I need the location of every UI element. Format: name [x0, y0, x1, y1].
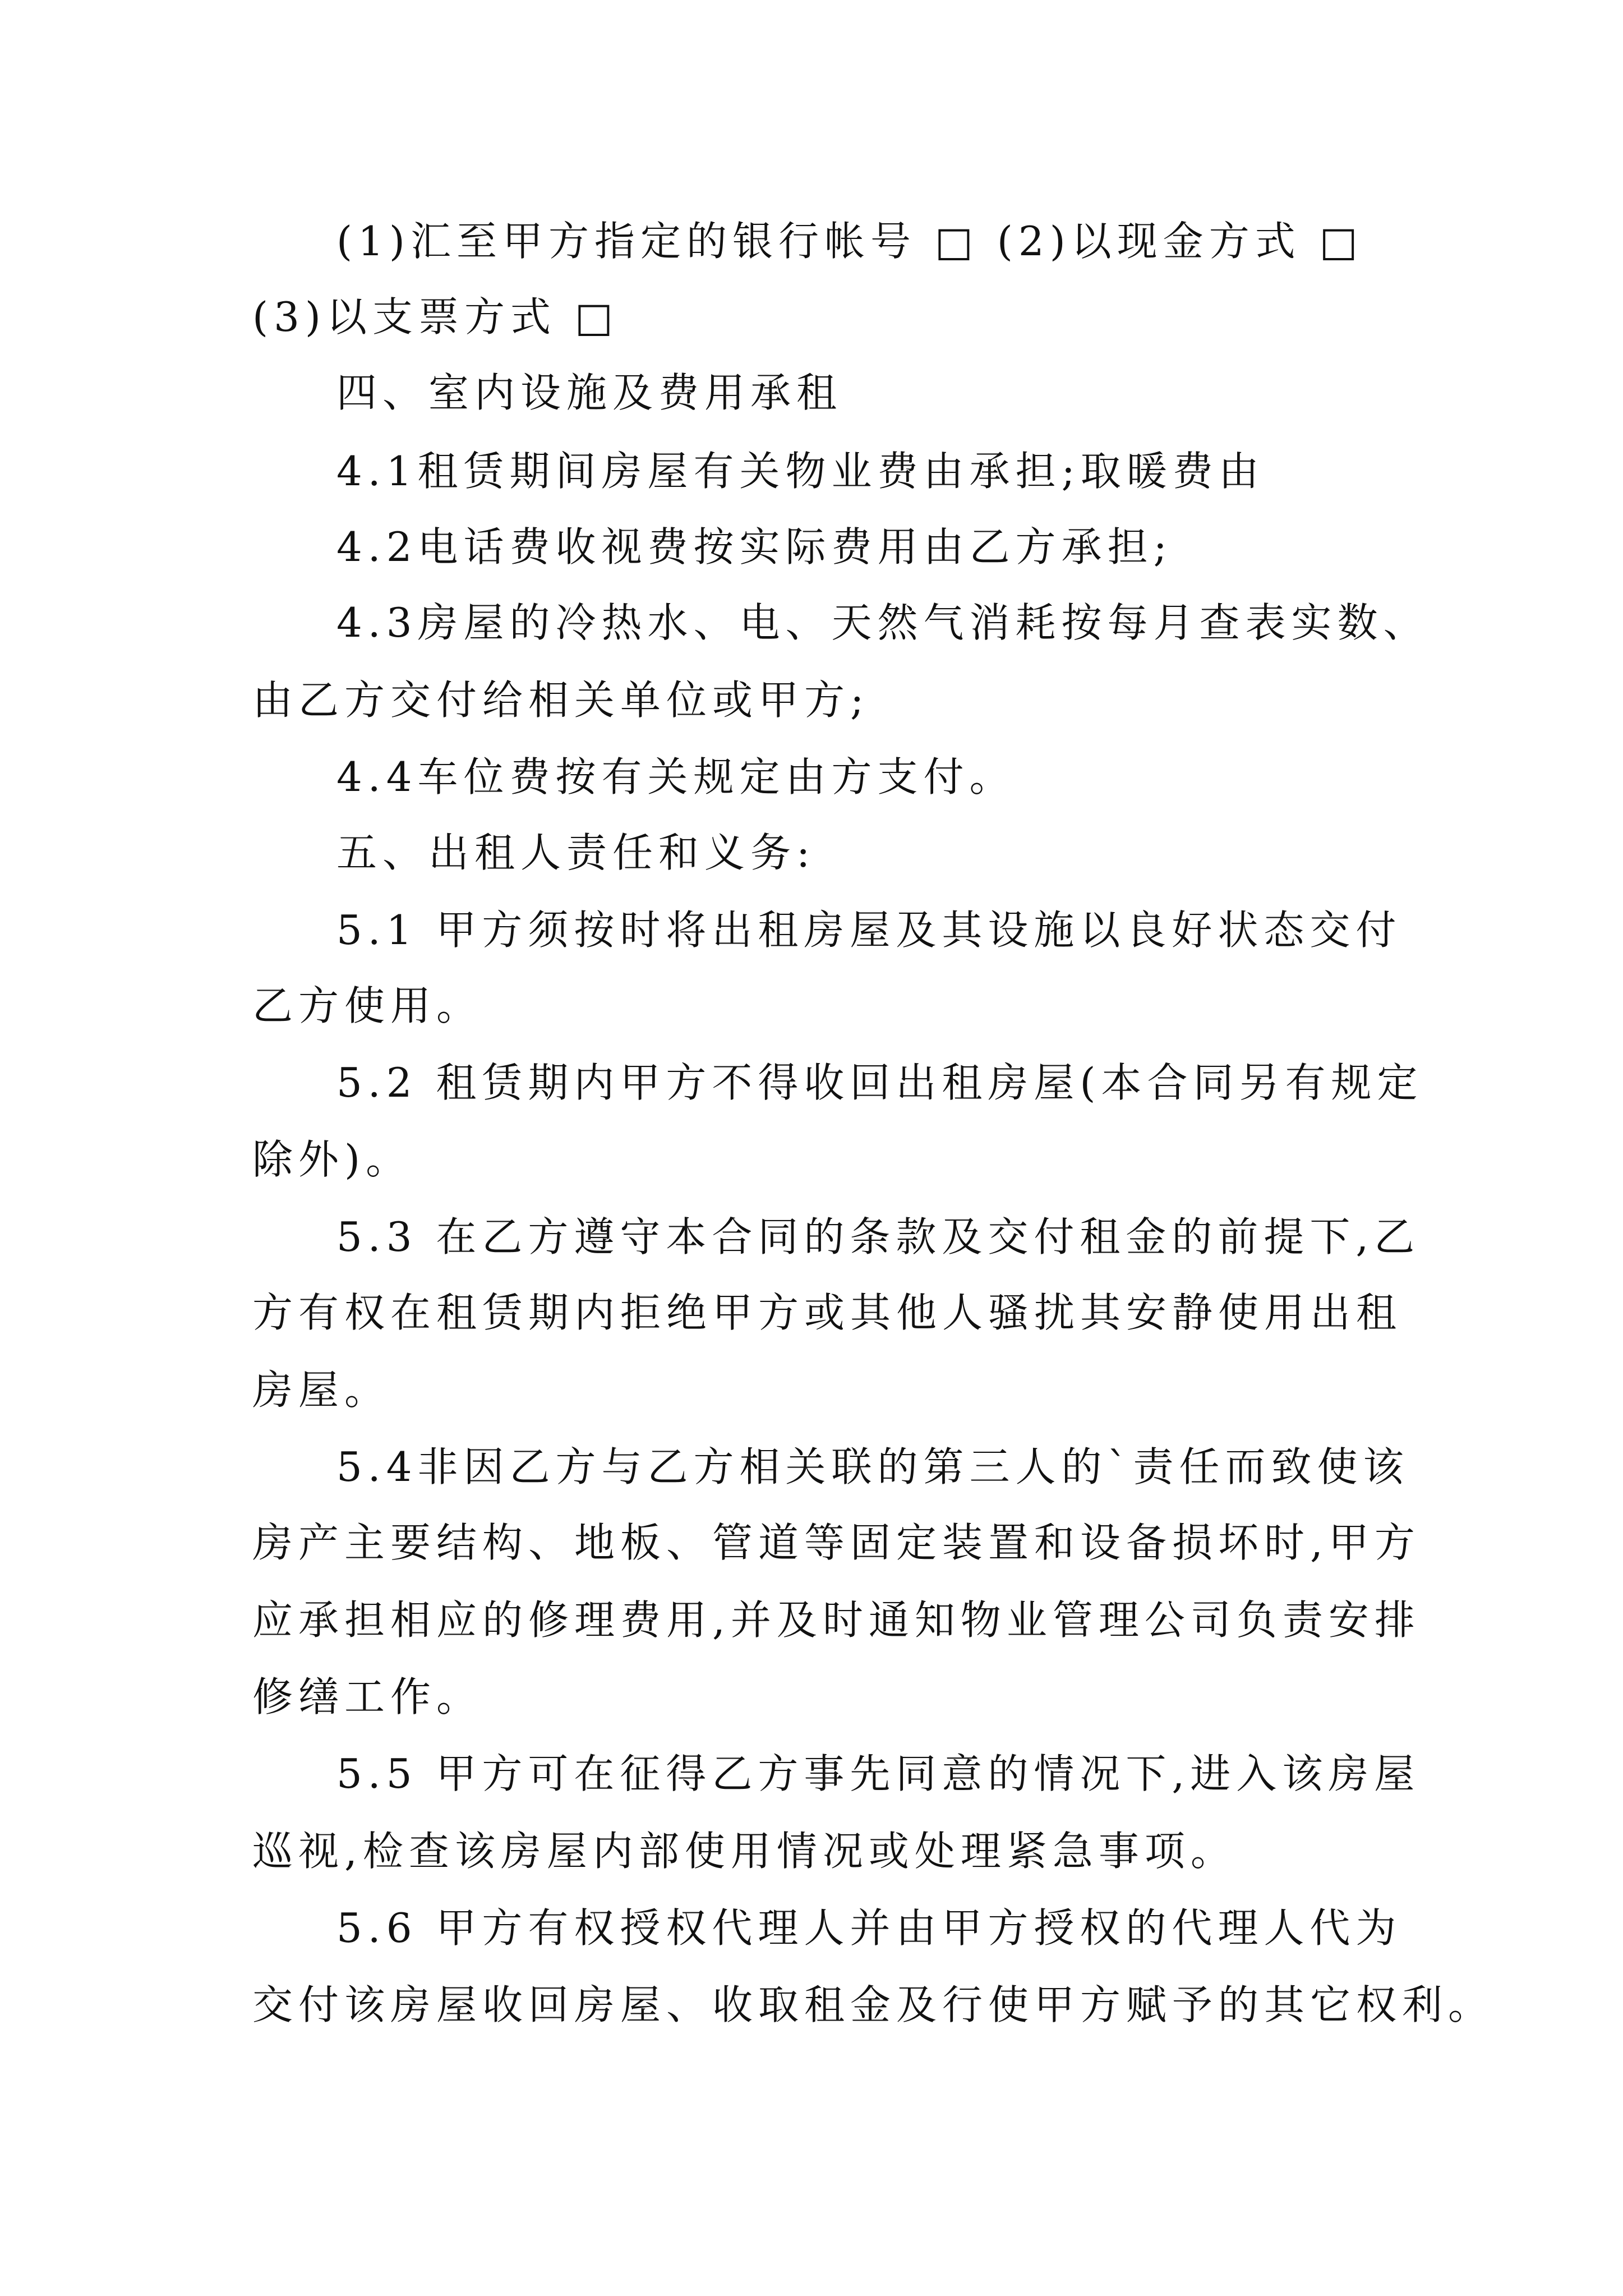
- clause-5-3-continued-1: 方有权在租赁期内拒绝甲方或其他人骚扰其安静使用出租: [252, 1289, 1403, 1336]
- clause-5-5: 5.5 甲方可在征得乙方事先同意的情况下,进入该房屋: [336, 1750, 1421, 1797]
- clause-5-1: 5.1 甲方须按时将出租房屋及其设施以良好状态交付: [336, 907, 1402, 954]
- payment-options-continued: (3)以支票方式 □: [252, 293, 619, 341]
- section-5-heading: 五、出租人责任和义务:: [336, 829, 816, 876]
- clause-5-2-continued: 除外)。: [252, 1136, 412, 1183]
- clause-4-3: 4.3房屋的冷热水、电、天然气消耗按每月查表实数、: [336, 599, 1430, 646]
- clause-5-2: 5.2 租赁期内甲方不得收回出租房屋(本合同另有规定: [336, 1059, 1423, 1106]
- clause-5-3-continued-2: 房屋。: [252, 1366, 391, 1414]
- clause-5-5-continued: 巡视,检查该房屋内部使用情况或处理紧急事项。: [252, 1828, 1237, 1875]
- clause-5-4-continued-3: 修缮工作。: [252, 1673, 483, 1720]
- clause-4-3-continued: 由乙方交付给相关单位或甲方;: [252, 677, 870, 724]
- clause-5-6: 5.6 甲方有权授权代理人并由甲方授权的代理人代为: [336, 1904, 1402, 1952]
- section-4-heading: 四、室内设施及费用承租: [336, 369, 843, 416]
- clause-4-2: 4.2电话费收视费按实际费用由乙方承担;: [336, 523, 1173, 570]
- clause-5-6-continued: 交付该房屋收回房屋、收取租金及行使甲方赋予的其它权利。: [252, 1981, 1495, 2028]
- clause-4-1: 4.1租赁期间房屋有关物业费由承担;取暖费由: [336, 448, 1265, 495]
- clause-4-4: 4.4车位费按有关规定由方支付。: [336, 753, 1016, 800]
- clause-5-4-continued-1: 房产主要结构、地板、管道等固定装置和设备损坏时,甲方: [252, 1519, 1421, 1566]
- payment-options-line: (1)汇至甲方指定的银行帐号 □ (2)以现金方式 □: [336, 218, 1363, 265]
- clause-5-4: 5.4非因乙方与乙方相关联的第三人的`责任而致使该: [336, 1443, 1409, 1490]
- clause-5-1-continued: 乙方使用。: [252, 982, 483, 1029]
- clause-5-4-continued-2: 应承担相应的修理费用,并及时通知物业管理公司负责安排: [252, 1596, 1421, 1644]
- clause-5-3: 5.3 在乙方遵守本合同的条款及交付租金的前提下,乙: [336, 1213, 1421, 1260]
